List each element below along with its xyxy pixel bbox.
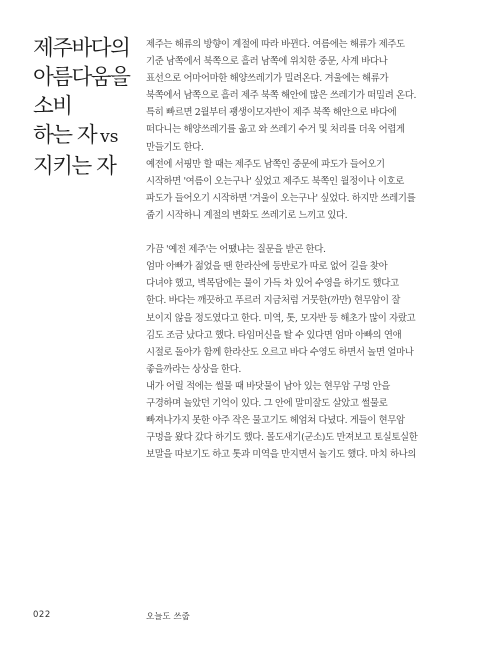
text-line: 빠져나가지 못한 아주 작은 물고기도 헤엄쳐 다녔다. 게들이 현무암 [146,415,405,427]
text-line: 특히 빠르면 2월부터 괭생이모자반이 제주 북쪽 해안으로 바다에 [146,107,397,119]
paragraph-1 [146,36,464,156]
text-line: 보이지 않을 정도였다고 한다. 미역, 톳, 모자반 등 해초가 많이 자랐고 [146,312,416,324]
text-line: 시절로 돌아가 함께 한라산도 오르고 바다 수영도 하면서 놀면 얼마나 [146,346,414,358]
text-line: 줍기 시작하니 계절의 변화도 쓰레기로 느끼고 있다. [146,209,348,221]
page-number: 022 [33,610,51,620]
running-title: 오늘도 쓰줍 [146,612,190,622]
title-line-2: 아름다움을 [33,65,130,90]
text-line: 파도가 들어오기 시작하면 '겨울이 오는구나' 싶었다. 하지만 쓰레기를 [146,192,416,204]
page-title [33,34,133,181]
text-line: 예전에 서핑만 할 때는 제주도 남쪽인 중문에 파도가 들어오기 [146,158,385,170]
text-line: 제주는 해류의 방향이 계절에 따라 바뀐다. 여름에는 해류가 제주도 [146,39,405,50]
text-line: 가끔 '예전 제주'는 어땠냐는 질문을 받곤 한다. [146,244,326,256]
title-line-4 [33,121,133,152]
text-line: 기준 남쪽에서 북쪽으로 흘러 남쪽에 위치한 중문, 사계 바다나 [146,56,388,68]
paragraph-2 [146,156,464,224]
text-line: 엄마 아빠가 젊었을 땐 한라산에 등반로가 따로 없어 길을 찾아 [146,261,388,273]
text-line: 김도 조금 났다고 했다. 타임머신을 탈 수 있다면 엄마 아빠의 연애 [146,329,402,341]
title-line-3: 소비 [33,94,72,119]
title-vs: vs [100,127,119,147]
text-line: 시작하면 '여름이 오는구나' 싶었고 제주도 북쪽인 월정이나 이호로 [146,175,404,187]
text-line: 표선으로 어마어마한 해양쓰레기가 밀려온다. 겨울에는 해류가 [146,73,389,85]
text-line: 보말을 따보기도 하고 톳과 미역을 만지면서 놀기도 했다. 마치 하나의 [146,449,417,461]
title-line-5: 지키는 자 [33,154,116,179]
text-line: 좋을까라는 상상을 한다. [146,363,241,375]
text-line: 구멍을 왔다 갔다 하기도 했다. 몰도새기(군소)도 만져보고 토실토실한 [146,432,418,444]
text-line: 한다. 바다는 깨끗하고 푸르러 지금처럼 거뭇한(까만) 현무암이 잘 [146,295,401,307]
text-line: 내가 어릴 적에는 썰물 때 바닷물이 남아 있는 현무암 구멍 안을 [146,380,390,392]
title-line-1: 제주바다의 [33,36,130,61]
paragraph-3 [146,241,464,463]
text-line: 북쪽에서 남쪽으로 흘러 제주 북쪽 해안에 많은 쓰레기가 떠밀려 온다. [146,90,417,102]
text-line: 구경하며 놀았던 기억이 있다. 그 안에 말미잘도 살았고 썰물로 [146,397,388,409]
text-line: 만들기도 한다. [146,141,204,153]
body-text [146,36,464,463]
text-line: 다녀야 했고, 벽목담에는 물이 가득 차 있어 수영을 하기도 했다고 [146,278,399,290]
title-line-4-text: 하는 자 [33,123,97,148]
text-line: 떠다니는 해양쓰레기를 옮고 와 쓰레기 수거 및 처리를 더욱 어렵게 [146,124,405,136]
paragraph-gap [146,224,464,241]
